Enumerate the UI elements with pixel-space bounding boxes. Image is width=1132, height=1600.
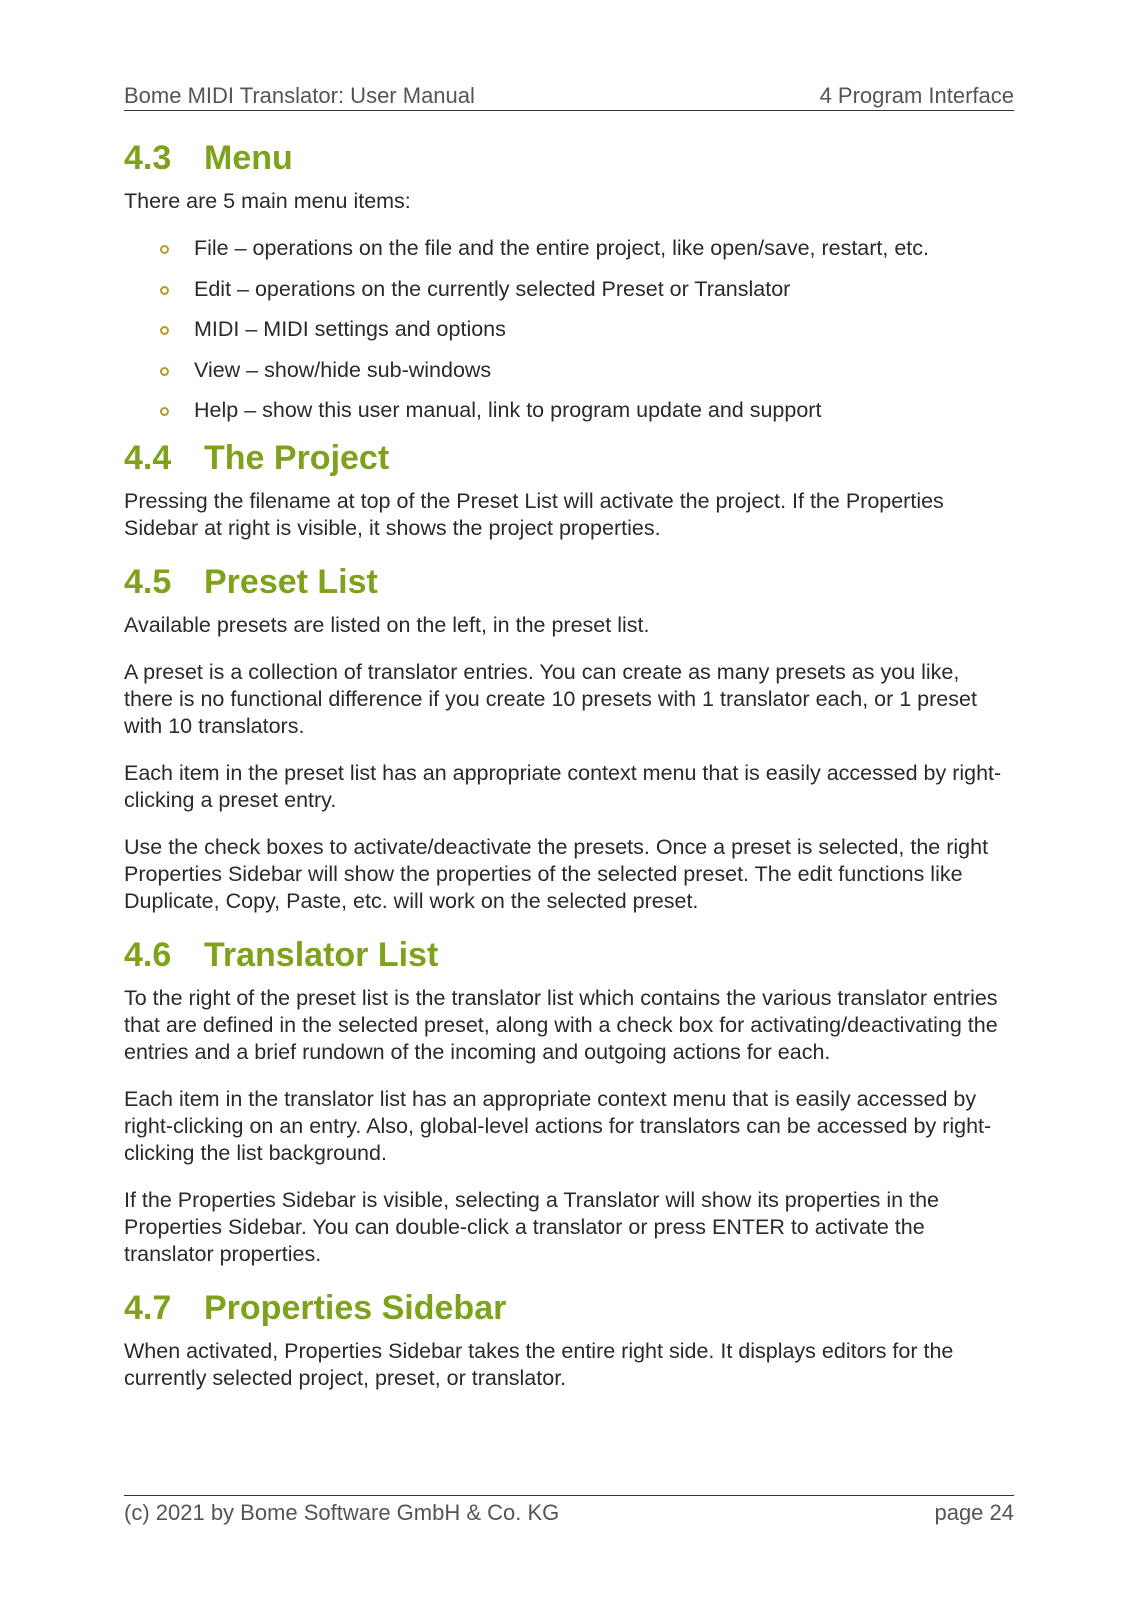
page-number: page 24 (934, 1500, 1014, 1525)
paragraph: Each item in the preset list has an appropriate context menu that is easily accessed by right-clicking a preset entry. (124, 760, 1002, 812)
paragraph: Each item in the translator list has an appropriate context menu that is easily accessed by right-clicking on an entry. Also, global-level actions for translators can be accessed by right-clicking the list background. (124, 1086, 992, 1165)
list-item-text: File – operations on the file and the entire project, like open/save, restart, etc. (194, 236, 929, 260)
footer-copyright: (c) 2021 by Bome Software GmbH & Co. KG (124, 1500, 560, 1525)
section-translator-list (124, 935, 1014, 1268)
paragraph: Available presets are listed on the left, in the preset list. (124, 612, 650, 637)
section-menu (124, 138, 1014, 424)
section-number: 4.5 (124, 562, 172, 601)
bullet-icon (160, 326, 169, 335)
list-item (194, 397, 1014, 424)
section-title: The Project (204, 438, 390, 477)
menu-items-list (124, 235, 1014, 424)
list-item-text: MIDI – MIDI settings and options (194, 317, 506, 341)
paragraph: A preset is a collection of translator entries. You can create as many presets as you like, there is no functional difference if you create 10 presets with 1 translator each, or 1 preset with 10 translators. (124, 659, 977, 738)
section-heading (124, 562, 1014, 602)
header-title: Bome MIDI Translator: User Manual (124, 83, 475, 108)
list-item (194, 316, 1014, 343)
section-properties-sidebar (124, 1288, 1014, 1392)
paragraph: Use the check boxes to activate/deactivate the presets. Once a preset is selected, the right Properties Sidebar will show the properties of the selected preset. The edit functions like Duplicate, Copy, Paste, etc. will work on the selected preset. (124, 834, 989, 913)
section-number: 4.7 (124, 1288, 172, 1327)
document-page (124, 0, 1014, 1600)
section-title: Menu (204, 139, 293, 177)
section-heading (124, 138, 1014, 178)
bullet-icon (160, 286, 169, 295)
page-header (124, 84, 1014, 111)
page-footer (124, 1495, 1014, 1526)
section-heading (124, 438, 1014, 478)
list-item-text: Help – show this user manual, link to program update and support (194, 398, 822, 422)
list-item-text: Edit – operations on the currently selected Preset or Translator (194, 276, 791, 301)
page-content (124, 138, 1014, 1412)
section-heading (124, 935, 1014, 975)
section-heading (124, 1288, 1014, 1328)
section-title: Preset List (204, 562, 378, 601)
bullet-icon (160, 407, 169, 416)
header-chapter: 4 Program Interface (819, 83, 1014, 108)
section-the-project (124, 438, 1014, 542)
list-item-text: View – show/hide sub-windows (194, 357, 492, 382)
section-number: 4.3 (124, 139, 172, 177)
section-number: 4.4 (124, 438, 172, 477)
section-preset-list (124, 562, 1014, 915)
bullet-icon (160, 245, 169, 254)
section-title: Properties Sidebar (204, 1288, 507, 1327)
paragraph: There are 5 main menu items: (124, 189, 411, 213)
bullet-icon (160, 367, 169, 376)
list-item (194, 235, 1014, 262)
paragraph: To the right of the preset list is the translator list which contains the various translator entries that are defined in the selected preset, along with a check box for activating/deactivating the entries and a brief rundown of the incoming and outgoing actions for each. (124, 985, 998, 1064)
list-item (194, 357, 1014, 384)
section-title: Translator List (204, 935, 439, 974)
paragraph: If the Properties Sidebar is visible, selecting a Translator will show its properties in the Properties Sidebar. You can double-click a translator or press ENTER to activate the translator properties. (124, 1187, 939, 1266)
section-number: 4.6 (124, 935, 172, 974)
paragraph: When activated, Properties Sidebar takes the entire right side. It displays editors for the currently selected project, preset, or translator. (124, 1338, 954, 1390)
paragraph: Pressing the filename at top of the Preset List will activate the project. If the Properties Sidebar at right is visible, it shows the project properties. (124, 488, 944, 540)
list-item (194, 276, 1014, 303)
